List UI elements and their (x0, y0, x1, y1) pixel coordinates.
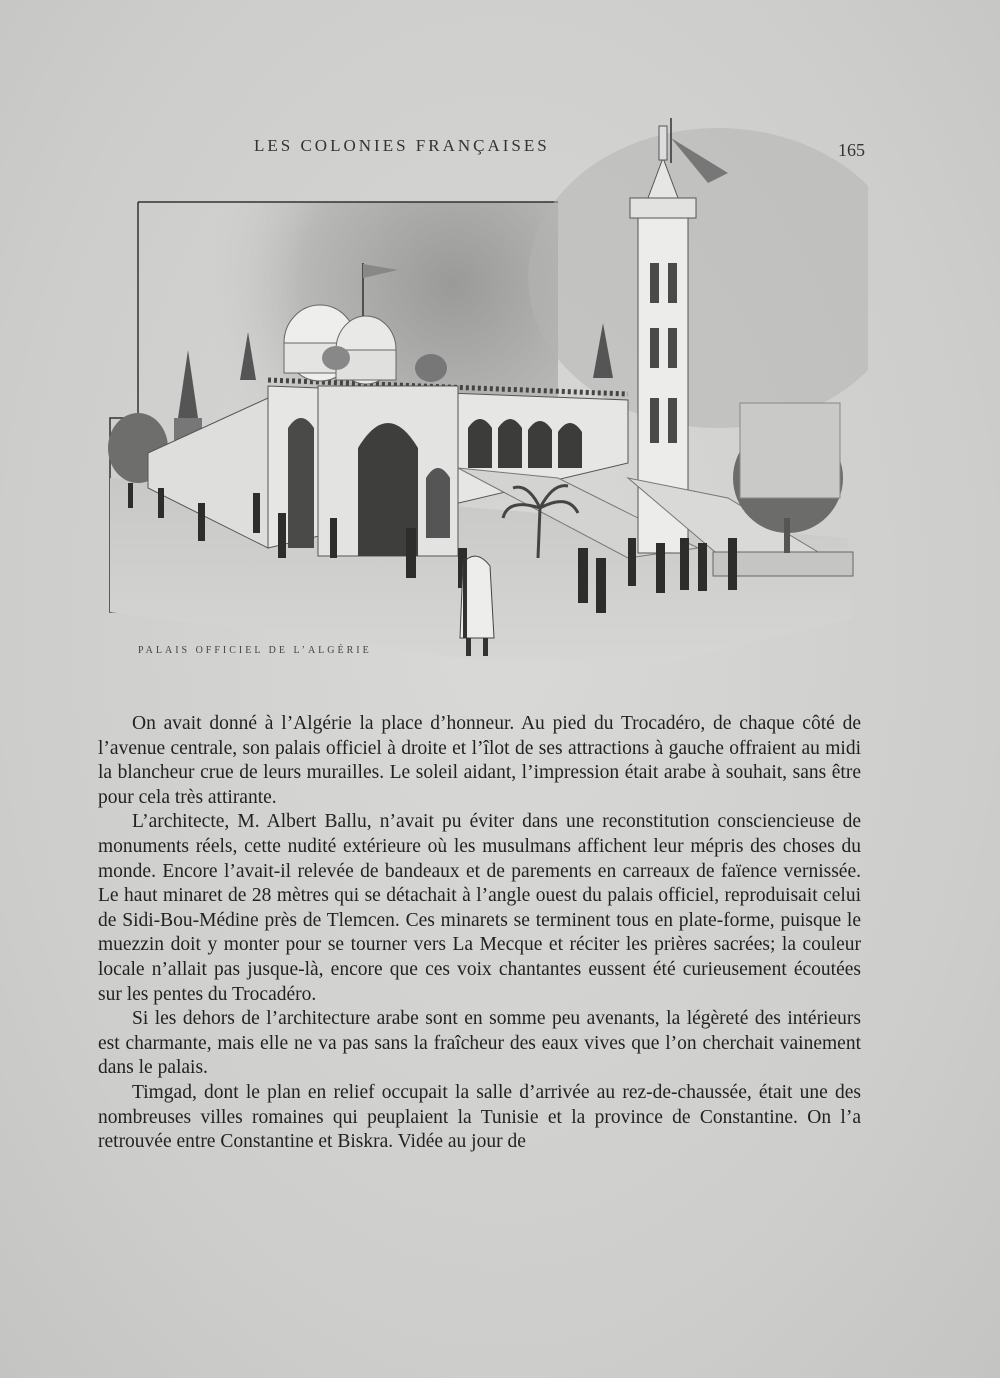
paragraph: L’architecte, M. Albert Ballu, n’avait pu éviter dans une reconstitution consciencieuse de monuments réels, cette nudité extérieure où les musulmans affichent leur mépris des choses du monde. Encore l’avait-il relevée de bandeaux et de parements en carreaux de faïence vernissée. Le haut minaret de 28 mètres qui se détachait à l’angle ouest du palais officiel, reproduisait celui de Sidi-Bou-Médine près de Tlemcen. Ces minarets se terminent tous en plate-forme, puisque le muezzin doit y monter pour se tourner vers La Mecque et réciter les prières sacrées; la couleur locale n’allait pas jusque-là, encore que ces voix chantantes eussent été curieusement écoutées sur les pentes du Trocadéro. (98, 811, 861, 1005)
paragraph: Timgad, dont le plan en relief occupait la salle d’arrivée au rez-de-chaussée, était une des nombreuses villes romaines qui peuplaient la Tunisie et la province de Constantine. On l’a retrouvée entre Constantine et Biskra. Vidée au jour de (98, 1081, 861, 1153)
engraving-palais-algerie (108, 118, 868, 673)
figure-caption: PALAIS OFFICIEL DE L’ALGÉRIE (138, 645, 372, 656)
body-text (98, 712, 861, 1155)
page-number: 165 (838, 140, 865, 160)
running-head: LES COLONIES FRANÇAISES (254, 136, 550, 155)
paragraph: On avait donné à l’Algérie la place d’honneur. Au pied du Trocadéro, de chaque côté de l’avenue centrale, son palais officiel à droite et l’îlot de ses attractions à gauche offraient au midi la blancheur crue de leurs murailles. Le soleil aidant, l’impression était arabe à souhait, sans être pour cela très attirante. (98, 713, 861, 808)
paragraph: Si les dehors de l’architecture arabe sont en somme peu avenants, la légèreté des intérieurs est charmante, mais elle ne va pas sans la fraîcheur des eaux vives que l’on cherchait vainement dans le palais. (98, 1008, 861, 1079)
